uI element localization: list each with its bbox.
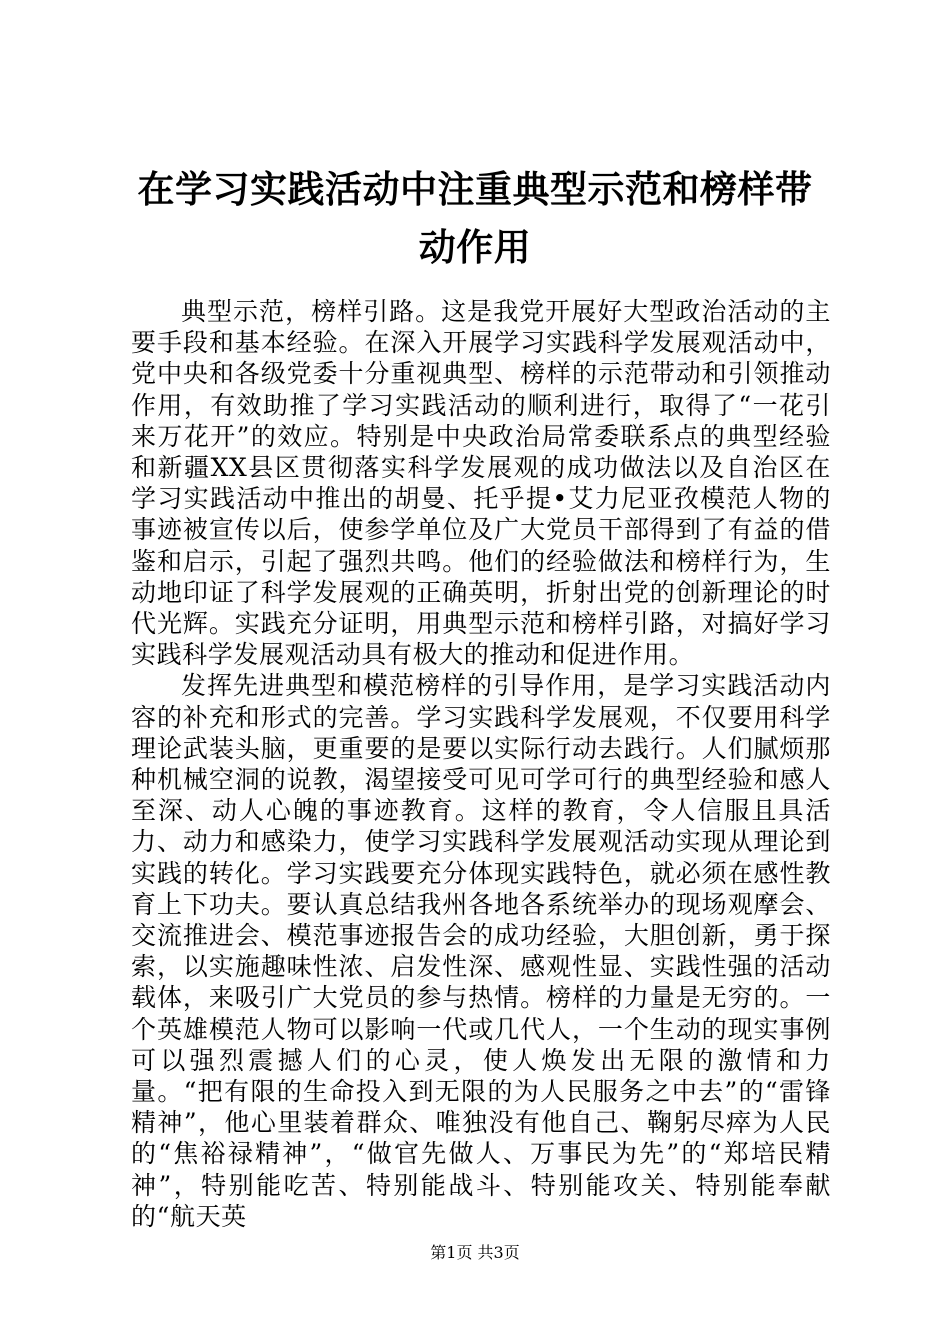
document-body: [131, 296, 831, 1232]
paragraph-1: 典型示范，榜样引路。这是我党开展好大型政治活动的主要手段和基本经验。在深入开展学习实践科学发展观活动中，党中央和各级党委十分重视典型、榜样的示范带动和引领推动作用，有效助推了学习实践活动的顺利进行，取得了“一花引来万花开”的效应。特别是中央政治局常委联系点的典型经验和新疆XX县区贯彻落实科学发展观的成功做法以及自治区在学习实践活动中推出的胡曼、托乎提•艾力尼亚孜模范人物的事迹被宣传以后，使参学单位及广大党员干部得到了有益的借鉴和启示，引起了强烈共鸣。他们的经验做法和榜样行为，生动地印证了科学发展观的正确英明，折射出党的创新理论的时代光辉。实践充分证明，用典型示范和榜样引路，对搞好学习实践科学发展观活动具有极大的推动和促进作用。: [131, 297, 831, 670]
document-title: 在学习实践活动中注重典型示范和榜样带动作用: [137, 167, 813, 269]
paragraph-2: 发挥先进典型和模范榜样的引导作用，是学习实践活动内容的补充和形式的完善。学习实践科学发展观，不仅要用科学理论武装头脑，更重要的是要以实际行动去践行。人们腻烦那种机械空洞的说教，渴望接受可见可学可行的典型经验和感人至深、动人心魄的事迹教育。这样的教育，令人信服且具活力、动力和感染力，使学习实践科学发展观活动实现从理论到实践的转化。学习实践要充分体现实践特色，就必须在感性教育上下功夫。要认真总结我州各地各系统举办的现场观摩会、交流推进会、模范事迹报告会的成功经验，大胆创新，勇于探索，以实施趣味性浓、启发性深、感观性显、实践性强的活动载体，来吸引广大党员的参与热情。榜样的力量是无穷的。一个英雄模范人物可以影响一代或几代人，一个生动的现实事例可以强烈震撼人们的心灵，使人焕发出无限的激情和力量。“把有限的生命投入到无限的为人民服务之中去”的“雷锋精神”，他心里装着群众、唯独没有他自己、鞠躬尽瘁为人民的“焦裕禄精神”，“做官先做人、万事民为先”的“郑培民精神”，特别能吃苦、特别能战斗、特别能攻关、特别能奉献的“航天英: [131, 671, 831, 1231]
page-number-footer: 第1页 共3页: [430, 1243, 520, 1262]
